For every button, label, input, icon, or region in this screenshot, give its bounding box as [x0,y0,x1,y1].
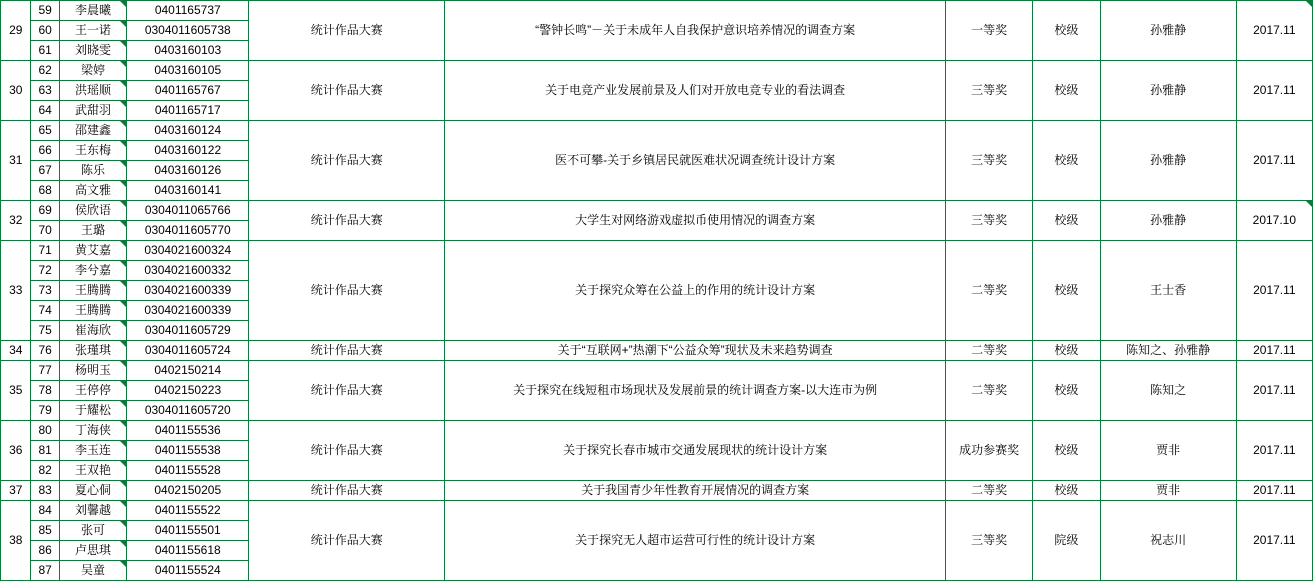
student-id-cell: 0304011605738 [127,21,249,41]
sequence-number-cell: 70 [31,221,59,241]
comment-marker-icon [120,321,126,327]
comment-marker-icon [120,561,126,567]
student-name-text: 王腾腾 [75,282,112,297]
student-name-cell [59,441,127,461]
comment-marker-icon [120,1,126,7]
sequence-number-cell: 63 [31,81,59,101]
prize-cell: 二等奖 [946,361,1033,421]
competition-category-cell: 统计作品大赛 [249,1,445,61]
student-name-text: 夏心侗 [75,482,112,497]
student-name-cell [59,361,127,381]
prize-cell: 三等奖 [946,61,1033,121]
award-date-cell [1236,501,1312,581]
award-date-cell [1236,61,1312,121]
student-name-text: 刘馨越 [75,502,112,517]
sequence-number-cell: 86 [31,541,59,561]
student-id-cell: 0401155536 [127,421,249,441]
student-name-text: 李玉连 [75,442,112,457]
advisor-cell: 贾非 [1100,421,1236,481]
student-name-text: 于耀松 [75,402,112,417]
student-name-text: 崔海欣 [75,322,112,337]
group-number-cell: 37 [1,481,31,501]
sequence-number-cell: 68 [31,181,59,201]
comment-marker-icon [120,501,126,507]
student-name-text: 刘晓雯 [75,42,112,57]
competition-category-cell: 统计作品大赛 [249,341,445,361]
table-row [1,201,1313,221]
advisor-cell: 孙雅静 [1100,61,1236,121]
prize-cell: 二等奖 [946,241,1033,341]
prize-cell: 三等奖 [946,501,1033,581]
award-date-cell [1236,421,1312,481]
comment-marker-icon [120,341,126,347]
award-level-cell: 校级 [1033,61,1101,121]
sequence-number-cell: 59 [31,1,59,21]
award-date-text: 2017.10 [1252,212,1297,227]
student-name-cell [59,461,127,481]
comment-marker-icon [120,301,126,307]
group-number-cell: 38 [1,501,31,581]
student-name-cell [59,481,127,501]
table-row [1,501,1313,521]
comment-marker-icon [120,81,126,87]
student-id-cell: 0401155522 [127,501,249,521]
table-row [1,1,1313,21]
student-name-cell [59,541,127,561]
student-id-cell: 0304011605770 [127,221,249,241]
prize-cell: 二等奖 [946,341,1033,361]
student-name-text: 卢思琪 [75,542,112,557]
competition-category-cell: 统计作品大赛 [249,61,445,121]
student-id-cell: 0304021600339 [127,281,249,301]
advisor-cell: 贾非 [1100,481,1236,501]
sequence-number-cell: 65 [31,121,59,141]
group-number-cell: 31 [1,121,31,201]
student-name-text: 武甜羽 [75,102,112,117]
comment-marker-icon [120,401,126,407]
sequence-number-cell: 77 [31,361,59,381]
award-level-cell: 校级 [1033,121,1101,201]
sequence-number-cell: 80 [31,421,59,441]
competition-category-cell: 统计作品大赛 [249,481,445,501]
student-id-cell: 0304011605724 [127,341,249,361]
comment-marker-icon [120,541,126,547]
sequence-number-cell: 76 [31,341,59,361]
student-name-cell [59,81,127,101]
student-name-text: 洪瑶顺 [75,82,112,97]
student-name-text: 梁婷 [81,62,106,77]
sequence-number-cell: 75 [31,321,59,341]
prize-cell: 三等奖 [946,201,1033,241]
comment-marker-icon [120,201,126,207]
table-row [1,121,1313,141]
student-name-cell [59,401,127,421]
award-date-cell [1236,241,1312,341]
sequence-number-cell: 66 [31,141,59,161]
student-id-cell: 0304021600324 [127,241,249,261]
project-title-cell: 关于“互联网+”热潮下“公益众筹”现状及未来趋势调查 [445,341,946,361]
award-date-text: 2017.11 [1253,532,1296,547]
student-id-cell: 0403160141 [127,181,249,201]
student-name-text: 吴童 [81,562,106,577]
table-row [1,361,1313,381]
student-name-text: 王腾腾 [75,302,112,317]
comment-marker-icon [120,421,126,427]
table-row [1,481,1313,501]
sequence-number-cell: 82 [31,461,59,481]
award-date-text: 2017.11 [1253,382,1296,397]
student-name-cell [59,1,127,21]
award-date-text: 2017.11 [1253,82,1296,97]
project-title-cell: 大学生对网络游戏虚拟币使用情况的调查方案 [445,201,946,241]
comment-marker-icon [1306,201,1312,207]
project-title-cell: 关于探究在线短租市场现状及发展前景的统计调查方案-以大连市为例 [445,361,946,421]
student-name-cell [59,221,127,241]
sequence-number-cell: 64 [31,101,59,121]
award-date-text: 2017.11 [1253,442,1296,457]
sequence-number-cell: 61 [31,41,59,61]
comment-marker-icon [120,441,126,447]
sequence-number-cell: 85 [31,521,59,541]
award-date-text: 2017.11 [1253,482,1296,497]
award-date-cell [1236,341,1312,361]
student-id-cell: 0403160105 [127,61,249,81]
sequence-number-cell: 74 [31,301,59,321]
student-name-cell [59,61,127,81]
competition-category-cell: 统计作品大赛 [249,421,445,481]
student-id-cell: 0403160124 [127,121,249,141]
student-id-cell: 0401165737 [127,1,249,21]
student-id-cell: 0401165767 [127,81,249,101]
student-id-cell: 0402150205 [127,481,249,501]
student-id-cell: 0403160122 [127,141,249,161]
sequence-number-cell: 84 [31,501,59,521]
table-row [1,241,1313,261]
advisor-cell: 陈知之、孙雅静 [1100,341,1236,361]
group-number-cell: 35 [1,361,31,421]
student-id-cell: 0401165717 [127,101,249,121]
award-date-text: 2017.11 [1253,282,1296,297]
student-name-text: 李兮嘉 [75,262,112,277]
comment-marker-icon [1306,1,1312,7]
comment-marker-icon [120,281,126,287]
student-name-text: 张瑾琪 [75,342,112,357]
prize-cell: 三等奖 [946,121,1033,201]
comment-marker-icon [120,521,126,527]
comment-marker-icon [120,101,126,107]
comment-marker-icon [120,381,126,387]
student-name-text: 王一诺 [75,22,112,37]
award-level-cell: 院级 [1033,501,1101,581]
student-name-cell [59,41,127,61]
table-row [1,341,1313,361]
student-name-text: 李晨曦 [75,2,112,17]
student-id-cell: 0401155501 [127,521,249,541]
sequence-number-cell: 72 [31,261,59,281]
competition-category-cell: 统计作品大赛 [249,361,445,421]
student-name-cell [59,321,127,341]
comment-marker-icon [120,21,126,27]
comment-marker-icon [120,121,126,127]
student-id-cell: 0304011605720 [127,401,249,421]
student-id-cell: 0304021600339 [127,301,249,321]
student-name-cell [59,301,127,321]
student-name-cell [59,121,127,141]
group-number-cell: 33 [1,241,31,341]
student-id-cell: 0403160126 [127,161,249,181]
student-id-cell: 0402150214 [127,361,249,381]
prize-cell: 一等奖 [946,1,1033,61]
advisor-cell: 孙雅静 [1100,201,1236,241]
award-date-cell [1236,121,1312,201]
comment-marker-icon [120,161,126,167]
student-id-cell: 0401155528 [127,461,249,481]
comment-marker-icon [120,481,126,487]
award-date-text: 2017.11 [1253,342,1296,357]
advisor-cell: 陈知之 [1100,361,1236,421]
student-name-cell [59,521,127,541]
project-title-cell: 关于我国青少年性教育开展情况的调查方案 [445,481,946,501]
award-date-text: 2017.11 [1253,152,1296,167]
comment-marker-icon [120,461,126,467]
student-name-text: 王东梅 [75,142,112,157]
student-id-cell: 0304011065766 [127,201,249,221]
award-date-cell [1236,1,1312,61]
award-level-cell: 校级 [1033,421,1101,481]
student-name-cell [59,241,127,261]
student-name-text: 高文雅 [75,182,112,197]
award-level-cell: 校级 [1033,241,1101,341]
advisor-cell: 孙雅静 [1100,1,1236,61]
student-name-text: 张可 [81,522,106,537]
award-date-text: 2017.11 [1253,22,1296,37]
award-date-cell [1236,361,1312,421]
student-name-cell [59,161,127,181]
student-name-text: 王停停 [75,382,112,397]
group-number-cell: 30 [1,61,31,121]
sequence-number-cell: 73 [31,281,59,301]
sequence-number-cell: 67 [31,161,59,181]
student-name-text: 邵建鑫 [75,122,112,137]
project-title-cell: 医不可攀-关于乡镇居民就医难状况调查统计设计方案 [445,121,946,201]
student-id-cell: 0401155618 [127,541,249,561]
student-name-cell [59,141,127,161]
group-number-cell: 32 [1,201,31,241]
advisor-cell: 王士香 [1100,241,1236,341]
competition-category-cell: 统计作品大赛 [249,501,445,581]
competition-category-cell: 统计作品大赛 [249,201,445,241]
student-name-text: 丁海侠 [75,422,112,437]
sequence-number-cell: 79 [31,401,59,421]
award-date-cell [1236,201,1312,241]
project-title-cell: 关于探究长春市城市交通发展现状的统计设计方案 [445,421,946,481]
project-title-cell: 关于探究众筹在公益上的作用的统计设计方案 [445,241,946,341]
award-level-cell: 校级 [1033,1,1101,61]
sequence-number-cell: 62 [31,61,59,81]
student-name-text: 侯欣语 [75,202,112,217]
award-level-cell: 校级 [1033,361,1101,421]
sequence-number-cell: 60 [31,21,59,41]
group-number-cell: 36 [1,421,31,481]
prize-cell: 成功参赛奖 [946,421,1033,481]
competition-category-cell: 统计作品大赛 [249,241,445,341]
student-name-text: 陈乐 [81,162,106,177]
sequence-number-cell: 83 [31,481,59,501]
student-name-cell [59,381,127,401]
student-id-cell: 0403160103 [127,41,249,61]
sequence-number-cell: 81 [31,441,59,461]
student-name-cell [59,281,127,301]
student-name-cell [59,201,127,221]
student-name-text: 王璐 [81,222,106,237]
comment-marker-icon [120,61,126,67]
comment-marker-icon [120,41,126,47]
student-name-cell [59,261,127,281]
project-title-cell: 关于探究无人超市运营可行性的统计设计方案 [445,501,946,581]
award-level-cell: 校级 [1033,341,1101,361]
sequence-number-cell: 87 [31,561,59,581]
award-level-cell: 校级 [1033,201,1101,241]
student-name-cell [59,341,127,361]
student-name-cell [59,501,127,521]
advisor-cell: 祝志川 [1100,501,1236,581]
student-id-cell: 0304011605729 [127,321,249,341]
student-name-cell [59,101,127,121]
group-number-cell: 34 [1,341,31,361]
project-title-cell: 关于电竞产业发展前景及人们对开放电竞专业的看法调查 [445,61,946,121]
student-name-text: 王双艳 [75,462,112,477]
sequence-number-cell: 71 [31,241,59,261]
table-row [1,61,1313,81]
sequence-number-cell: 69 [31,201,59,221]
comment-marker-icon [120,261,126,267]
award-level-cell: 校级 [1033,481,1101,501]
student-name-text: 黄艾嘉 [75,242,112,257]
student-id-cell: 0402150223 [127,381,249,401]
sequence-number-cell: 78 [31,381,59,401]
student-name-text: 杨明玉 [75,362,112,377]
comment-marker-icon [120,221,126,227]
project-title-cell: “警钟长鸣”－关于未成年人自我保护意识培养情况的调查方案 [445,1,946,61]
award-date-cell [1236,481,1312,501]
student-id-cell: 0401155538 [127,441,249,461]
student-id-cell: 0401155524 [127,561,249,581]
student-id-cell: 0304021600332 [127,261,249,281]
group-number-cell: 29 [1,1,31,61]
comment-marker-icon [120,241,126,247]
comment-marker-icon [120,361,126,367]
competition-category-cell: 统计作品大赛 [249,121,445,201]
prize-cell: 二等奖 [946,481,1033,501]
comment-marker-icon [120,181,126,187]
comment-marker-icon [120,141,126,147]
advisor-cell: 孙雅静 [1100,121,1236,201]
student-name-cell [59,21,127,41]
student-name-cell [59,561,127,581]
student-name-cell [59,181,127,201]
